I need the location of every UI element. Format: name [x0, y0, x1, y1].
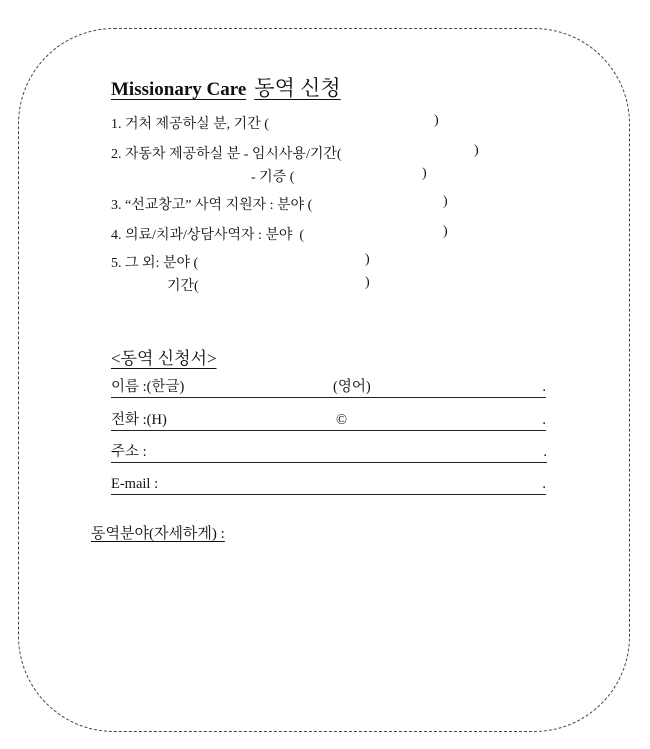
phone-field[interactable]: [111, 410, 546, 431]
name-field[interactable]: [111, 377, 546, 398]
title-english: Missionary Care: [111, 79, 247, 100]
item-car-temporary-close: ): [474, 143, 479, 158]
email-field[interactable]: [111, 474, 546, 495]
title-korean: 동역 신청: [254, 76, 341, 100]
item-mission-storage: 3. “선교창고” 사역 지원자 : 분야 (: [111, 198, 313, 213]
cell-label: ©: [336, 412, 348, 428]
email-end-mark: .: [542, 476, 546, 492]
phone-end-mark: .: [542, 412, 546, 428]
item-medical: 4. 의료/치과/상담사역자 : 분야 (: [111, 228, 305, 243]
item-other-field: 5. 그 외: 분야 (: [111, 256, 199, 271]
item-car-temporary: 2. 자동차 제공하실 분 - 임시사용/기간(: [111, 147, 342, 162]
item-medical-close: ): [443, 224, 448, 239]
address-end-mark: .: [543, 444, 547, 460]
item-other-field-close: ): [365, 252, 370, 267]
application-heading: <동역 신청서>: [111, 349, 217, 368]
item-car-donation-close: ): [422, 166, 427, 181]
phone-label: 전화 :(H): [111, 412, 167, 428]
item-lodging: 1. 거처 제공하실 분, 기간 (: [111, 117, 269, 132]
name-en-label: (영어): [333, 379, 371, 395]
item-other-period-close: ): [365, 275, 370, 290]
address-label: 주소 :: [111, 444, 147, 460]
item-car-donation: - 기증 (: [251, 170, 295, 185]
item-other-period: 기간(: [167, 279, 199, 294]
email-label: E-mail :: [111, 476, 159, 492]
detail-field-label: 동역분야(자세하게) :: [91, 526, 225, 542]
name-label: 이름 :(한글): [111, 379, 185, 395]
item-mission-storage-close: ): [443, 194, 448, 209]
form-title: [111, 72, 341, 102]
item-lodging-close: ): [434, 113, 439, 128]
address-field[interactable]: [111, 442, 547, 463]
name-end-mark: .: [542, 379, 546, 395]
